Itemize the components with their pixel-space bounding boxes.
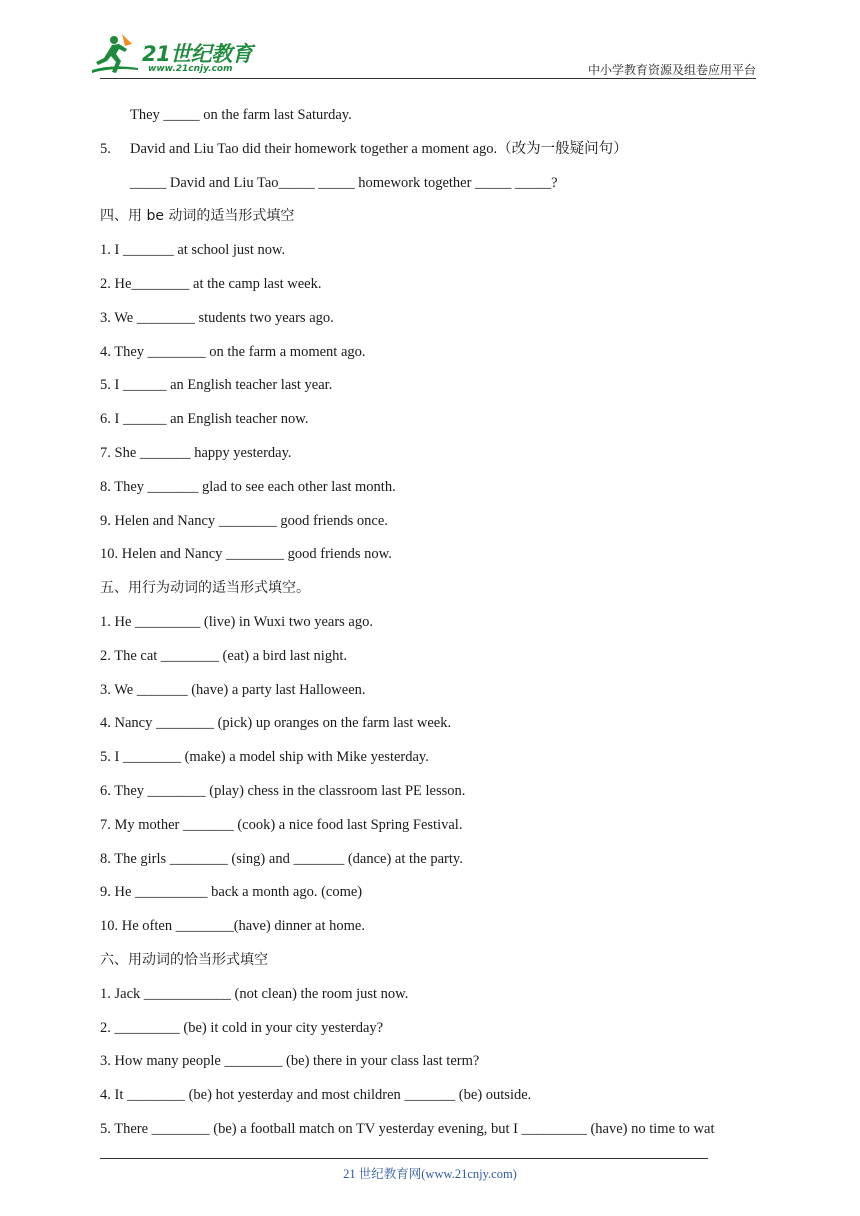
runner-logo-icon (92, 32, 144, 76)
exercise-item: 3. How many people ________ (be) there in your class last term? (100, 1053, 480, 1069)
exercise-item: 1. Jack ____________ (not clean) the room just now. (100, 986, 409, 1002)
exercise-item: 6. I ______ an English teacher now. (100, 411, 309, 427)
exercise-item: 7. She _______ happy yesterday. (100, 445, 292, 461)
exercise-item: 7. My mother _______ (cook) a nice food last Spring Festival. (100, 817, 463, 833)
exercise-item: 2. He________ at the camp last week. (100, 276, 322, 292)
exercise-item: 1. I _______ at school just now. (100, 242, 286, 258)
site-logo[interactable] (92, 32, 262, 78)
logo-wordmark: 21世纪教育 (142, 42, 253, 66)
exercise-item: 1. He _________ (live) in Wuxi two years ago. (100, 614, 373, 630)
section-heading: 四、用 be 动词的适当形式填空 (100, 208, 295, 224)
exercise-item: 6. They ________ (play) chess in the classroom last PE lesson. (100, 783, 466, 799)
exercise-number: 5. (100, 141, 111, 157)
exercise-item: 4. They ________ on the farm a moment ago. (100, 344, 366, 360)
section-heading: 五、用行为动词的适当形式填空。 (100, 580, 310, 596)
exercise-item: 8. The girls ________ (sing) and _______ (dance) at the party. (100, 851, 463, 867)
exercise-item: 10. Helen and Nancy ________ good friends now. (100, 546, 392, 562)
exercise-item: 9. Helen and Nancy ________ good friends once. (100, 513, 388, 529)
exercise-item: 2. _________ (be) it cold in your city yesterday? (100, 1020, 384, 1036)
exercise-line: They _____ on the farm last Saturday. (130, 107, 352, 123)
exercise-item: 8. They _______ glad to see each other last month. (100, 479, 396, 495)
header-divider (100, 78, 756, 79)
logo-url: www.21cnjy.com (148, 64, 233, 74)
exercise-item: 2. The cat ________ (eat) a bird last night. (100, 648, 347, 664)
footer-divider (100, 1158, 708, 1159)
header-platform-title: 中小学教育资源及组卷应用平台 (587, 63, 756, 77)
exercise-item: 9. He __________ back a month ago. (come) (100, 884, 363, 900)
exercise-item: 5. I ________ (make) a model ship with Mike yesterday. (100, 749, 429, 765)
exercise-item: 4. Nancy ________ (pick) up oranges on the farm last week. (100, 715, 452, 731)
exercise-line: David and Liu Tao did their homework together a moment ago.（改为一般疑问句） (130, 141, 628, 157)
exercise-answer-line: _____ David and Liu Tao_____ _____ homework together _____ _____? (130, 175, 558, 191)
exercise-item: 5. I ______ an English teacher last year. (100, 377, 333, 393)
exercise-item: 5. There ________ (be) a football match on TV yesterday evening, but I _________ (have) no time to wat (100, 1121, 715, 1137)
footer-link[interactable]: 21 世纪教育网(www.21cnjy.com) (343, 1167, 517, 1181)
exercise-item: 3. We _______ (have) a party last Halloween. (100, 682, 366, 698)
exercise-item: 10. He often ________(have) dinner at home. (100, 918, 365, 934)
exercise-item: 4. It ________ (be) hot yesterday and most children _______ (be) outside. (100, 1087, 532, 1103)
section-heading: 六、用动词的恰当形式填空 (100, 952, 268, 968)
exercise-item: 3. We ________ students two years ago. (100, 310, 334, 326)
page-header (0, 0, 860, 80)
